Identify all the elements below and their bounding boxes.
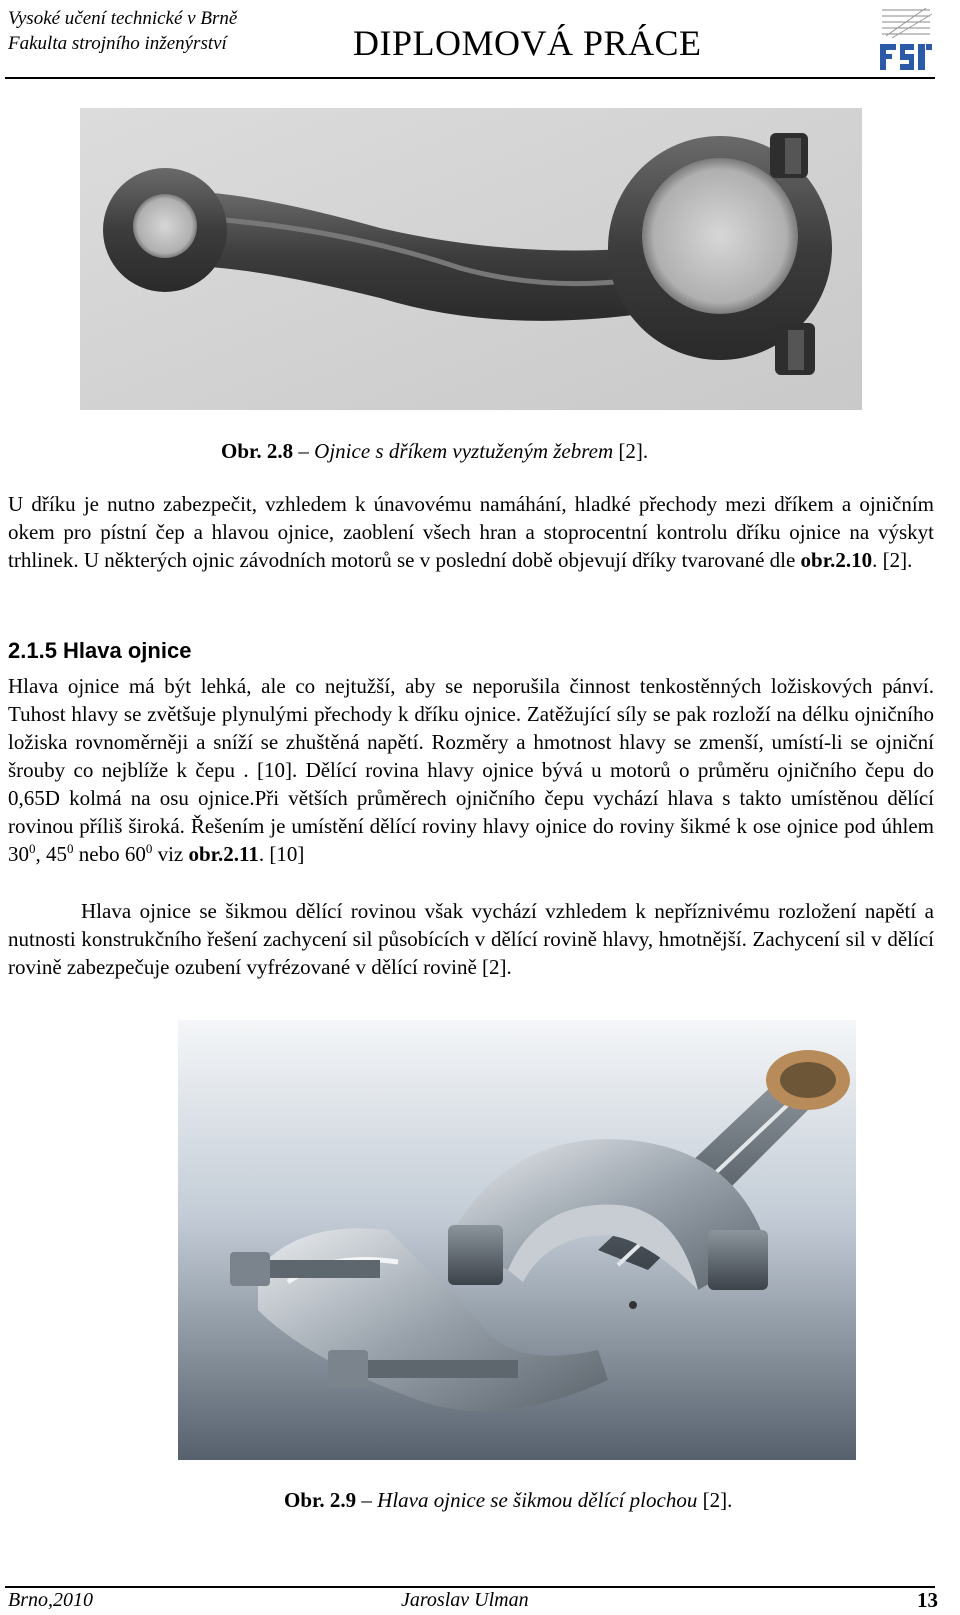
section-heading: 2.1.5 Hlava ojnice <box>8 638 192 663</box>
caption-text: Hlava ojnice se šikmou dělící plochou <box>377 1488 698 1512</box>
figure-reference: obr.2.11 <box>188 842 259 866</box>
paragraph-tail: . [2]. <box>872 548 913 572</box>
figure-caption <box>284 1488 732 1513</box>
header-rule <box>5 77 935 79</box>
degree-superscript: 0 <box>67 841 74 856</box>
degree-superscript: 0 <box>145 841 153 856</box>
university-logo-icon <box>878 6 934 72</box>
caption-text: Ojnice s dříkem vyztuženým žebrem <box>314 439 614 463</box>
footer-author: Jaroslav Ulman <box>401 1589 529 1611</box>
paragraph-text: viz <box>152 842 189 866</box>
caption-reference: [2]. <box>697 1488 733 1512</box>
caption-dash: – <box>293 439 315 463</box>
faculty-name: Fakulta strojního inženýrství <box>8 33 227 54</box>
header-institution <box>8 6 237 56</box>
paragraph-text: , 45 <box>35 842 67 866</box>
degree-superscript: 0 <box>29 841 36 856</box>
figure-caption <box>221 439 648 464</box>
figure-label: Obr. 2.8 <box>221 439 294 463</box>
paragraph-tail: . [10] <box>258 842 305 866</box>
page-number: 13 <box>917 1588 938 1612</box>
institution-name: Vysoké učení technické v Brně <box>8 8 238 29</box>
body-paragraph: Hlava ojnice se šikmou dělící rovinou však vychází vzhledem k nepříznivému rozložení napětí a nutnosti konstrukčního řešení zachycení sil působících v dělící rovině hlavy, hmotnější. Zachycení sil v dělící rovině zabezpečuje ozubení vyfrézované v dělící rovině [2]. <box>8 899 934 979</box>
footer-place-year: Brno,2010 <box>8 1589 93 1611</box>
caption-dash: – <box>356 1488 378 1512</box>
figure-label: Obr. 2.9 <box>284 1488 357 1512</box>
caption-reference: [2]. <box>613 439 649 463</box>
paragraph-text: nebo 60 <box>73 842 146 866</box>
connecting-rod-photo <box>80 108 862 410</box>
body-paragraph <box>8 672 934 868</box>
footer-rule <box>5 1586 935 1588</box>
paragraph-text: U dříku je nutno zabezpečit, vzhledem k únavovému namáhání, hladké přechody mezi dříkem a ojničním okem pro pístní čep a hlavou ojnice, zaoblení všech hran a stoprocentní kontrolu dříku ojnice na výskyt trhlinek. U některých ojnic závodních motorů se v poslední době objevují dříky tvarované dle <box>8 492 934 572</box>
body-paragraph <box>8 490 934 574</box>
figure-reference: obr.2.10 <box>800 548 873 572</box>
document-type-title: DIPLOMOVÁ PRÁCE <box>353 23 702 63</box>
connecting-rod-head-photo <box>178 1020 856 1460</box>
paragraph-text: Hlava ojnice má být lehká, ale co nejtužší, aby se neporušila činnost tenkostěnných ložiskových pánví. Tuhost hlavy se zvětšuje plynulými přechody k dříku ojnice. Zatěžující síly se pak rozloží na délku ojničního ložiska rovnoměrněji a sníží se zhuštěná napětí. Rozměry a hmotnost hlavy se zmenší, umístí-li se ojniční šrouby co nejblíže k čepu . [10]. Dělící rovina hlavy ojnice bývá u motorů o průměru ojničního čepu do 0,65D kolmá na osu ojnice.Při větších průměrech ojničního čepu vychází hlava s takto umístěnou dělící rovinou příliš široká. Řešením je umístění dělící roviny hlavy ojnice do roviny šikmé k ose ojnice pod úhlem 30 <box>8 674 934 866</box>
